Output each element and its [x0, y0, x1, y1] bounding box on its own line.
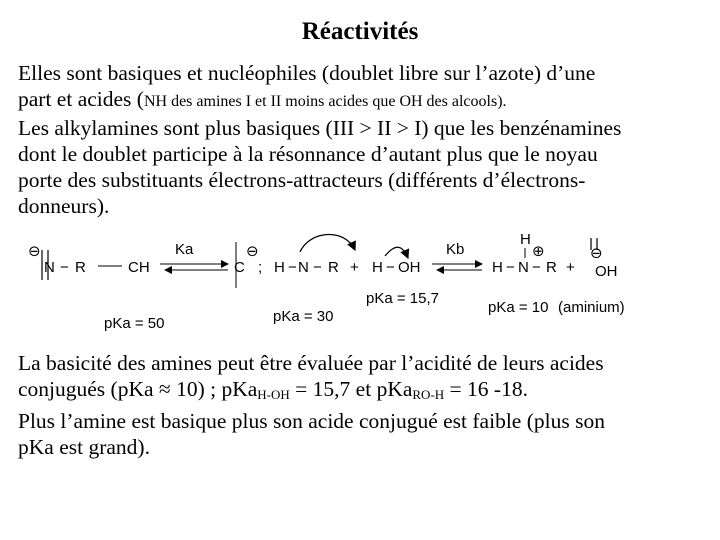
atom-N: N — [44, 259, 55, 276]
pka-amine: pKa = 30 — [273, 308, 334, 325]
atom-CH: CH — [128, 259, 150, 276]
text-line: dont le doublet participe à la résonnance d’autant plus que le noyau — [18, 142, 598, 166]
atom-OH: OH — [595, 263, 618, 280]
atom-R: R — [546, 259, 557, 276]
electron-arrow — [300, 234, 355, 252]
text-line: La basicité des amines peut être évaluée par l’acidité de leurs acides — [18, 351, 604, 375]
atom-OH: OH — [398, 259, 421, 276]
text-line: part et acides (NH des amines I et II moins acides que OH des alcools). — [18, 87, 507, 111]
atom-H: H — [372, 259, 383, 276]
text-line: porte des substituants électrons-attracteurs (différents d’électrons- — [18, 168, 586, 192]
bond-dash: − — [506, 259, 515, 276]
reaction-scheme — [0, 228, 720, 338]
neg-charge-symbol: ⊖ — [28, 243, 41, 260]
plus-sign: + — [350, 259, 359, 276]
kb-label: Kb — [446, 241, 465, 258]
text-line: conjugués (pKa ≈ 10) ; pKa$_{H-OH}$ = 15,7 et pKa$_{RO-H}$ = 16 -18. — [18, 377, 528, 402]
pka-water: pKa = 15,7 — [366, 290, 439, 307]
atom-R: R — [328, 259, 339, 276]
page-title: Réactivités — [301, 18, 419, 45]
text-line: Plus l’amine est basique plus son acide conjugué est faible (plus son — [18, 409, 605, 433]
atom-N: N — [298, 259, 309, 276]
plus-sign: + — [566, 259, 575, 276]
atom-H: H — [492, 259, 503, 276]
semicolon: ; — [258, 259, 263, 276]
aminium-label: (aminium) — [558, 299, 625, 316]
bond-dash: − — [532, 259, 541, 276]
atom-H: H — [274, 259, 285, 276]
atom-R: R — [75, 259, 86, 276]
pka-carbanion: pKa = 50 — [104, 315, 165, 332]
bond-dash: − — [386, 259, 395, 276]
bond-dash: − — [60, 259, 69, 276]
pka-ammonium: pKa = 10 — [488, 299, 549, 316]
basicity-paragraph — [18, 350, 708, 460]
atom-H: H — [520, 231, 531, 248]
text-line: Les alkylamines sont plus basiques (III > II > I) que les benzénamines — [18, 116, 622, 140]
electron-arrow — [385, 247, 408, 258]
bond-dash: − — [313, 259, 322, 276]
atom-N: N — [518, 259, 529, 276]
text-line: pKa est grand). — [18, 435, 150, 459]
bond-dash: − — [288, 259, 297, 276]
atom-C: C — [234, 259, 245, 276]
text-line: Elles sont basiques et nucléophiles (doublet libre sur l’azote) d’une — [18, 61, 596, 85]
ka-label: Ka — [175, 241, 194, 258]
pos-charge-symbol: ⊕ — [532, 243, 545, 260]
neg-charge-symbol: ⊖ — [246, 243, 259, 260]
intro-paragraph — [18, 60, 708, 219]
neg-charge-symbol: ⊖ — [590, 245, 603, 262]
text-line: donneurs). — [18, 194, 110, 218]
